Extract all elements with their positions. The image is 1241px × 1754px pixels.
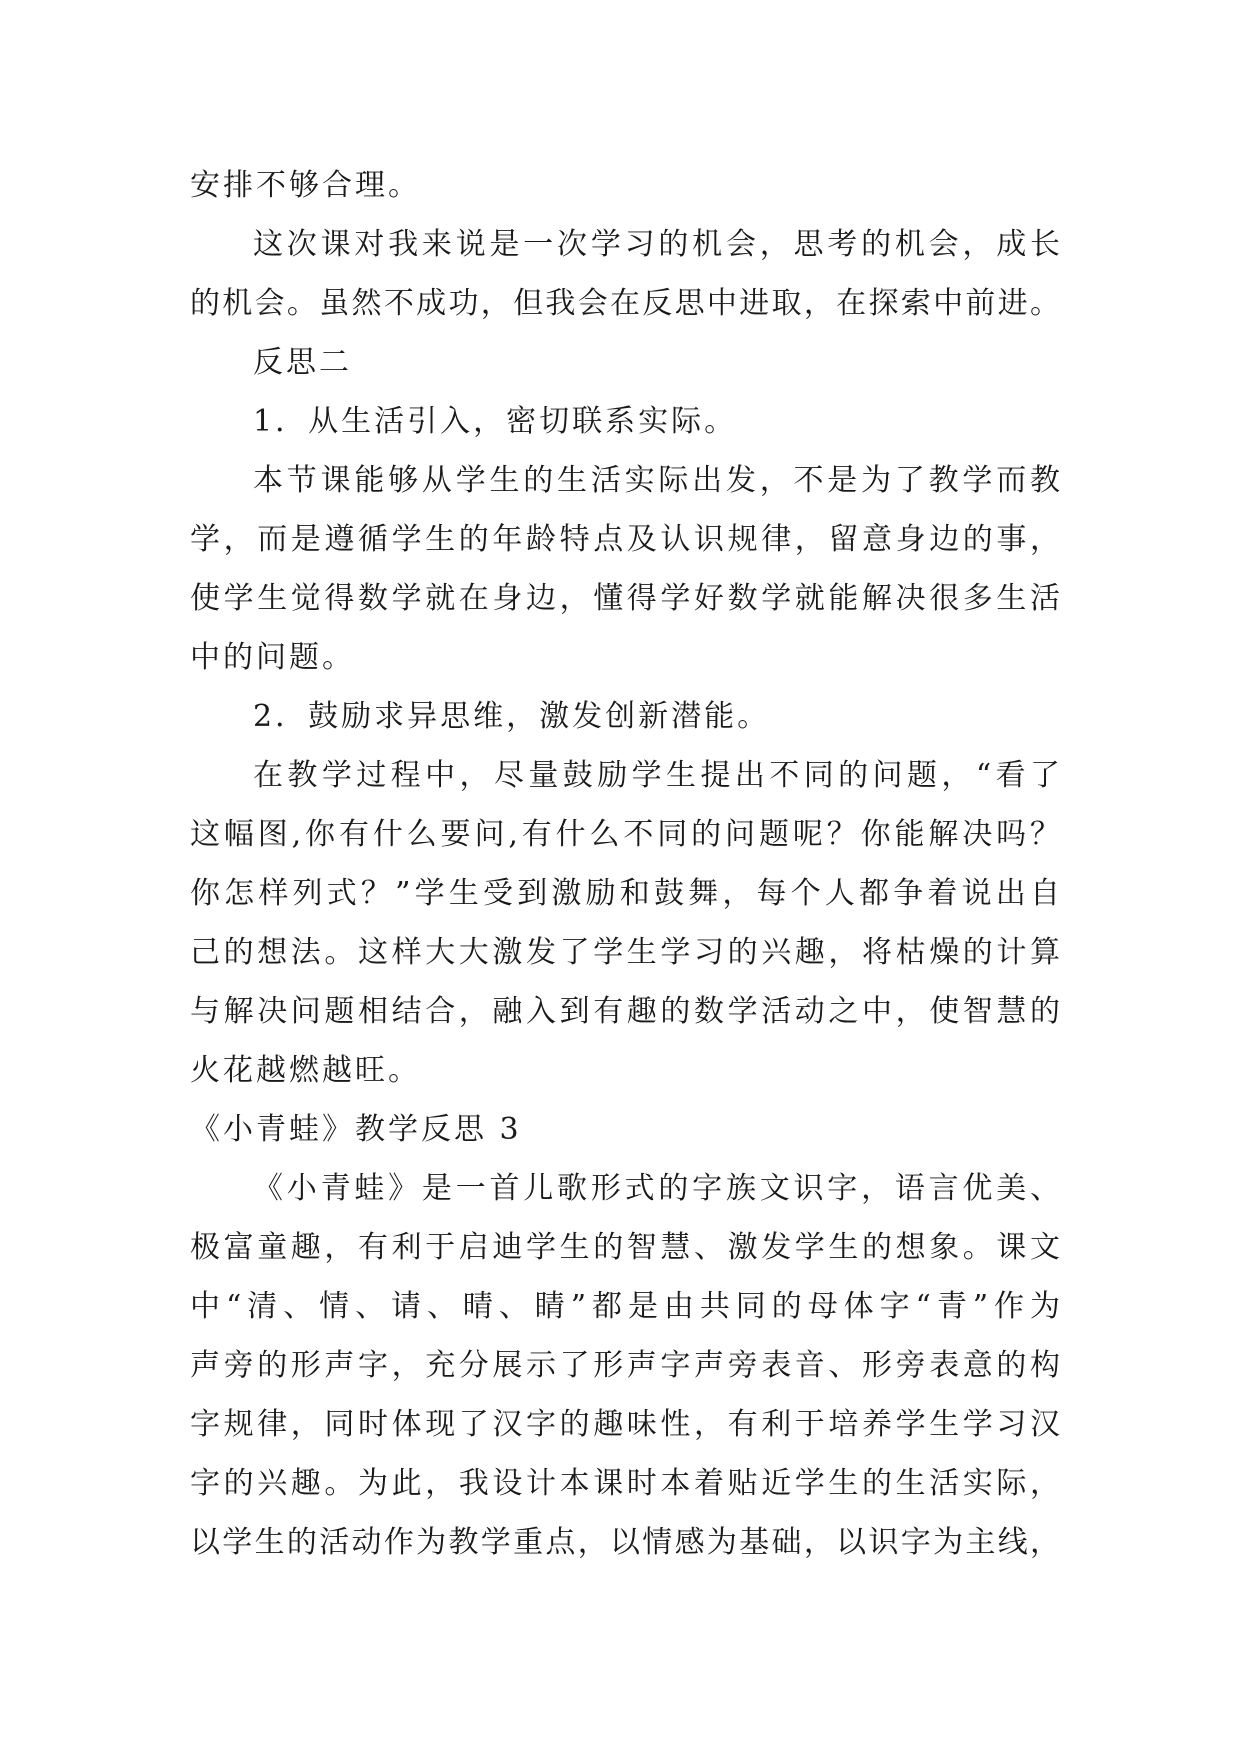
text-line: 使学生觉得数学就在身边，懂得学好数学就能解决很多生活 <box>190 581 1060 616</box>
text-line: 以学生的活动作为教学重点，以情感为基础，以识字为主线， <box>190 1525 1060 1560</box>
text-line: 与解决问题相结合，融入到有趣的数学活动之中，使智慧的 <box>190 994 1060 1029</box>
text-line: 这次课对我来说是一次学习的机会，思考的机会，成长 <box>253 227 1060 262</box>
text-line: 中的问题。 <box>190 640 355 675</box>
section-title-little-frog: 《小青蛙》教学反思 3 <box>190 1112 522 1147</box>
text-line: 安排不够合理。 <box>190 168 421 203</box>
text-line: 字规律，同时体现了汉字的趣味性，有利于培养学生学习汉 <box>190 1407 1060 1442</box>
text-line: 《小青蛙》是一首儿歌形式的字族文识字，语言优美、 <box>253 1171 1060 1206</box>
text-line: 学，而是遵循学生的年龄特点及认识规律，留意身边的事， <box>190 522 1060 557</box>
document-body <box>190 156 1060 1572</box>
text-line: 本节课能够从学生的生活实际出发，不是为了教学而教 <box>253 463 1060 498</box>
numbered-point-2: 2．鼓励求异思维，激发创新潜能。 <box>253 699 771 734</box>
numbered-point-1: 1．从生活引入，密切联系实际。 <box>253 404 738 439</box>
text-line: 声旁的形声字，充分展示了形声字声旁表音、形旁表意的构 <box>190 1348 1060 1383</box>
text-line: 字的兴趣。为此，我设计本课时本着贴近学生的生活实际， <box>190 1466 1060 1501</box>
text-line: 的机会。虽然不成功，但我会在反思中进取，在探索中前进。 <box>190 286 1060 321</box>
text-line: 己的想法。这样大大激发了学生学习的兴趣，将枯燥的计算 <box>190 935 1060 970</box>
text-line: 你怎样列式？”学生受到激励和鼓舞，每个人都争着说出自 <box>190 876 1060 911</box>
text-line: 在教学过程中，尽量鼓励学生提出不同的问题，“看了 <box>253 758 1060 793</box>
text-line: 这幅图,你有什么要问,有什么不同的问题呢？你能解决吗？ <box>190 817 1060 852</box>
section-heading-reflection-two: 反思二 <box>253 345 352 380</box>
text-line: 中“清、情、请、晴、睛”都是由共同的母体字“青”作为 <box>190 1289 1060 1324</box>
text-line: 火花越燃越旺。 <box>190 1053 421 1088</box>
text-line: 极富童趣，有利于启迪学生的智慧、激发学生的想象。课文 <box>190 1230 1060 1265</box>
